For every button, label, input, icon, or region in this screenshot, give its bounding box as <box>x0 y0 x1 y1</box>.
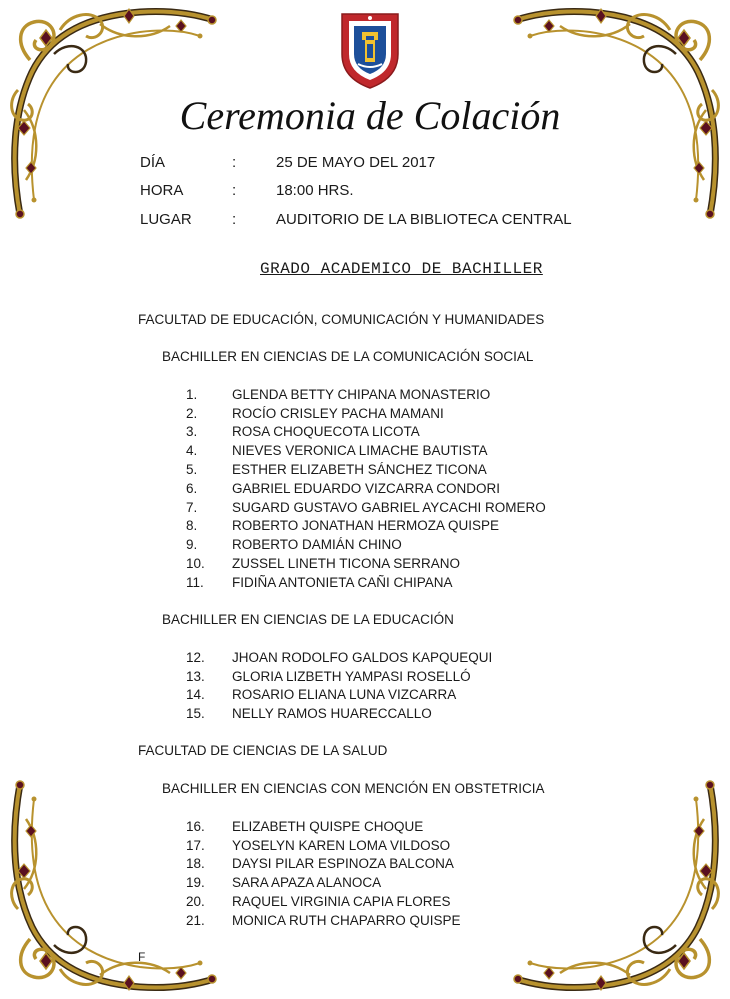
info-label: DÍA <box>140 153 166 171</box>
info-value: AUDITORIO DE LA BIBLIOTECA CENTRAL <box>276 210 572 228</box>
student-name: ROBERTO JONATHAN HERMOZA QUISPE <box>232 518 500 534</box>
student-name: SUGARD GUSTAVO GABRIEL AYCACHI ROMERO <box>232 499 546 515</box>
student-name: GLORIA LIZBETH YAMPASI ROSELLÓ <box>232 668 471 684</box>
student-name: RAQUEL VIRGINIA CAPIA FLORES <box>232 894 451 910</box>
student-name: ROSA CHOQUECOTA LICOTA <box>232 424 420 440</box>
student-number: 18. <box>186 856 205 872</box>
student-name: ZUSSEL LINETH TICONA SERRANO <box>232 556 461 572</box>
info-row-dia <box>140 148 572 177</box>
ornament-corner-bottom-right-icon <box>500 769 730 999</box>
list-item <box>186 667 492 686</box>
list-item <box>186 911 461 930</box>
list-item <box>186 517 546 536</box>
student-number: 13. <box>186 668 205 684</box>
info-value: 18:00 HRS. <box>276 182 354 200</box>
info-row-hora <box>140 177 572 206</box>
program-heading: BACHILLER EN CIENCIAS DE LA EDUCACIÓN <box>162 612 454 627</box>
student-name: ROBERTO DAMIÁN CHINO <box>232 537 402 553</box>
list-item <box>186 423 546 442</box>
event-info <box>140 148 572 234</box>
info-value: 25 DE MAYO DEL 2017 <box>276 153 436 171</box>
student-number: 7. <box>186 499 198 515</box>
info-separator: : <box>232 153 237 171</box>
student-number: 8. <box>186 518 198 534</box>
list-item <box>186 479 546 498</box>
list-item <box>186 836 461 855</box>
student-number: 3. <box>186 424 198 440</box>
program-heading: BACHILLER EN CIENCIAS CON MENCIÓN EN OBSTETRICIA <box>162 781 545 796</box>
student-number: 19. <box>186 875 205 891</box>
student-name: SARA APAZA ALANOCA <box>232 875 382 891</box>
student-number: 21. <box>186 912 205 928</box>
student-number: 15. <box>186 706 205 722</box>
student-list <box>186 648 492 723</box>
list-item <box>186 892 461 911</box>
student-name: ROCÍO CRISLEY PACHA MAMANI <box>232 405 444 421</box>
student-name: NIEVES VERONICA LIMACHE BAUTISTA <box>232 443 488 459</box>
student-name: GABRIEL EDUARDO VIZCARRA CONDORI <box>232 480 501 496</box>
university-seal-icon <box>336 10 404 90</box>
student-name: ROSARIO ELIANA LUNA VIZCARRA <box>232 687 457 703</box>
student-name: NELLY RAMOS HUARECCALLO <box>232 706 432 722</box>
list-item <box>186 535 546 554</box>
list-item <box>186 873 461 892</box>
footer-mark: F <box>138 950 146 964</box>
list-item <box>186 817 461 836</box>
student-number: 5. <box>186 462 198 478</box>
list-item <box>186 573 546 592</box>
student-number: 4. <box>186 443 198 459</box>
list-item <box>186 704 492 723</box>
student-number: 2. <box>186 405 198 421</box>
page-title: Ceremonia de Colación <box>179 93 561 138</box>
info-label: HORA <box>140 182 184 200</box>
info-separator: : <box>232 210 237 228</box>
list-item <box>186 441 546 460</box>
student-number: 9. <box>186 537 198 553</box>
student-number: 1. <box>186 386 198 402</box>
info-label: LUGAR <box>140 210 192 228</box>
list-item <box>186 460 546 479</box>
student-list <box>186 385 546 592</box>
list-item <box>186 554 546 573</box>
program-heading: BACHILLER EN CIENCIAS DE LA COMUNICACIÓN SOCIAL <box>162 349 534 364</box>
student-number: 17. <box>186 837 205 853</box>
list-item <box>186 404 546 423</box>
student-number: 14. <box>186 687 205 703</box>
student-number: 12. <box>186 649 205 665</box>
faculty-heading: FACULTAD DE CIENCIAS DE LA SALUD <box>138 743 388 758</box>
student-number: 16. <box>186 818 205 834</box>
student-name: FIDIÑA ANTONIETA CAÑI CHIPANA <box>232 574 453 590</box>
grade-title: GRADO ACADEMICO DE BACHILLER <box>260 260 543 278</box>
list-item <box>186 498 546 517</box>
student-name: MONICA RUTH CHAPARRO QUISPE <box>232 912 461 928</box>
student-number: 6. <box>186 480 198 496</box>
list-item <box>186 855 461 874</box>
faculty-heading: FACULTAD DE EDUCACIÓN, COMUNICACIÓN Y HUMANIDADES <box>138 312 545 327</box>
student-number: 10. <box>186 556 205 572</box>
student-number: 20. <box>186 894 205 910</box>
student-number: 11. <box>186 574 204 590</box>
list-item <box>186 686 492 705</box>
list-item <box>186 648 492 667</box>
student-name: DAYSI PILAR ESPINOZA BALCONA <box>232 856 454 872</box>
student-name: ELIZABETH QUISPE CHOQUE <box>232 818 424 834</box>
student-list <box>186 817 461 930</box>
student-name: JHOAN RODOLFO GALDOS KAPQUEQUI <box>232 649 493 665</box>
student-name: ESTHER ELIZABETH SÁNCHEZ TICONA <box>232 462 487 478</box>
student-name: GLENDA BETTY CHIPANA MONASTERIO <box>232 386 491 402</box>
info-row-lugar <box>140 205 572 234</box>
list-item <box>186 385 546 404</box>
info-separator: : <box>232 182 237 200</box>
student-name: YOSELYN KAREN LOMA VILDOSO <box>232 837 451 853</box>
